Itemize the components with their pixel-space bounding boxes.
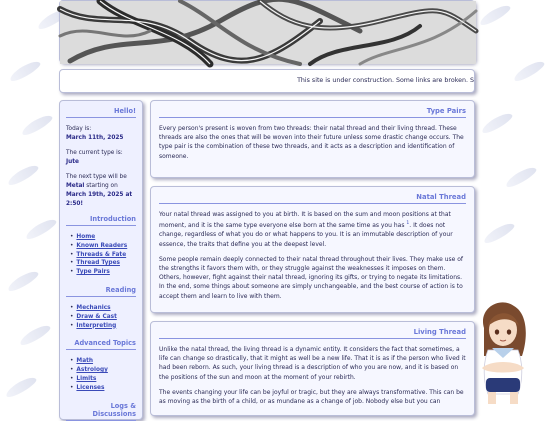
type-pairs-paragraph: Every person's present is woven from two threads: their natal thread and their living thread. These threads are also the ones that will be woven into their future unless some drastic change occurs. The type pair is the combination of these two threads, and it acts as a description and identification of someone. (159, 125, 464, 160)
sidebar-section-logs-discussions: Logs & Discussions (66, 402, 136, 421)
construction-notice-bar (59, 69, 475, 93)
natal-p1-after: . It does not change, regardless of what you do or what happens to you. It is an immutable description of your essence, the traits that define you at the deepest level. (159, 222, 453, 248)
next-type-date: March 19th, 2025 at 2:50! (66, 192, 133, 207)
footnote-link[interactable]: 1 (406, 221, 410, 227)
type-pairs-section (150, 100, 475, 178)
natal-thread-section (150, 186, 475, 313)
sidebar-hello-heading: Hello! (66, 107, 136, 118)
feather-decoration (8, 58, 42, 84)
header-banner-image (59, 0, 475, 63)
living-thread-section (150, 321, 475, 416)
nav-item-math (70, 357, 136, 366)
next-type-value: Metal (66, 183, 85, 189)
feather-decoration (18, 322, 52, 348)
nav-link-limits[interactable]: Limits (76, 375, 97, 382)
current-type-value: Jute (66, 159, 79, 165)
nav-link-math[interactable]: Math (76, 358, 94, 365)
nav-link-mechanics[interactable]: Mechanics (76, 304, 111, 311)
nav-item-licenses (70, 384, 136, 393)
living-thread-paragraph-1: Unlike the natal thread, the living thread is a dynamic entity. It considers the fact that sometimes, a life can change so drastically, that it might as well be a new life. That it is as if the person who lived it had been reborn. As such, your living thread is a description of who you are now, and it is based on the positions of the sun and moon at the moment of your rebirth. (159, 346, 466, 381)
reading-links (70, 304, 136, 330)
introduction-links (70, 233, 136, 277)
nav-item-interpreting (70, 322, 136, 331)
sidebar-section-advanced-topics: Advanced Topics (66, 339, 136, 350)
feather-decoration (480, 110, 514, 136)
natal-thread-paragraph-2: Some people remain deeply connected to their natal thread throughout their lives. They make use of the strengths it favors them with, or they struggle against the weaknesses it imposes on them. Others, however, fight against their natal thread, ignoring its gifts, or trying to negate its limitations. In the end, some things about someone are simply unchangeable, and the best course of action is to accept them and learn to live with them. (159, 255, 464, 300)
feather-decoration (478, 2, 512, 28)
nav-item-astrology (70, 366, 136, 375)
sidebar-section-reading: Reading (66, 286, 136, 297)
next-type-info (66, 173, 136, 209)
living-thread-heading: Living Thread (159, 328, 466, 339)
feather-decoration (482, 220, 516, 246)
natal-thread-heading: Natal Thread (159, 193, 466, 204)
nav-link-thread-types[interactable]: Thread Types (76, 260, 120, 267)
current-type-info (66, 149, 136, 167)
current-type-label: The current type is: (66, 150, 123, 156)
natal-p1-before: Your natal thread was assigned to you at birth. It is based on the sum and moon positions at that moment, and it is the same type everyone else born at the same time as you has (159, 211, 451, 230)
next-type-line2: starting on (84, 183, 118, 189)
feather-decoration (6, 268, 40, 294)
nav-item-type-pairs (70, 268, 136, 277)
feather-decoration (6, 162, 40, 188)
nav-item-threads-fate (70, 251, 136, 260)
feather-decoration (504, 164, 538, 190)
today-info (66, 125, 136, 143)
sidebar-section-introduction: Introduction (66, 215, 136, 226)
nav-item-home (70, 233, 136, 242)
feather-decoration (4, 374, 38, 400)
nav-item-known-readers (70, 242, 136, 251)
feather-decoration (512, 58, 546, 84)
nav-item-thread-types (70, 259, 136, 268)
nav-link-type-pairs[interactable]: Type Pairs (76, 269, 110, 276)
nav-item-draw-cast (70, 313, 136, 322)
living-thread-paragraph-2: The events changing your life can be joyful or tragic, but they are always transformative. This can be as moving as the birth of a child, or as mundane as a change of job. Nobody else but you can (159, 388, 464, 406)
today-label: Today is: (66, 126, 92, 132)
nav-link-licenses[interactable]: Licenses (76, 384, 105, 391)
nav-link-interpreting[interactable]: Interpreting (76, 322, 117, 329)
nav-link-home[interactable]: Home (76, 234, 96, 240)
sidebar (59, 100, 143, 420)
today-date: March 11th, 2025 (66, 135, 124, 141)
next-type-line1: The next type will be (66, 174, 127, 180)
nav-link-threads-fate[interactable]: Threads & Fate (76, 251, 127, 258)
feather-decoration (24, 216, 58, 242)
nav-item-mechanics (70, 304, 136, 313)
nav-item-limits (70, 375, 136, 384)
nav-link-draw-cast[interactable]: Draw & Cast (76, 313, 117, 320)
nav-link-known-readers[interactable]: Known Readers (76, 242, 128, 249)
feather-decoration (20, 112, 54, 138)
construction-notice-text: This site is under construction. Some links are broken. S (297, 77, 474, 84)
nav-link-astrology[interactable]: Astrology (76, 367, 108, 374)
mascot-girl-illustration (470, 298, 536, 405)
natal-thread-paragraph-1 (159, 210, 466, 249)
advanced-links (70, 357, 136, 392)
type-pairs-heading: Type Pairs (159, 107, 466, 118)
